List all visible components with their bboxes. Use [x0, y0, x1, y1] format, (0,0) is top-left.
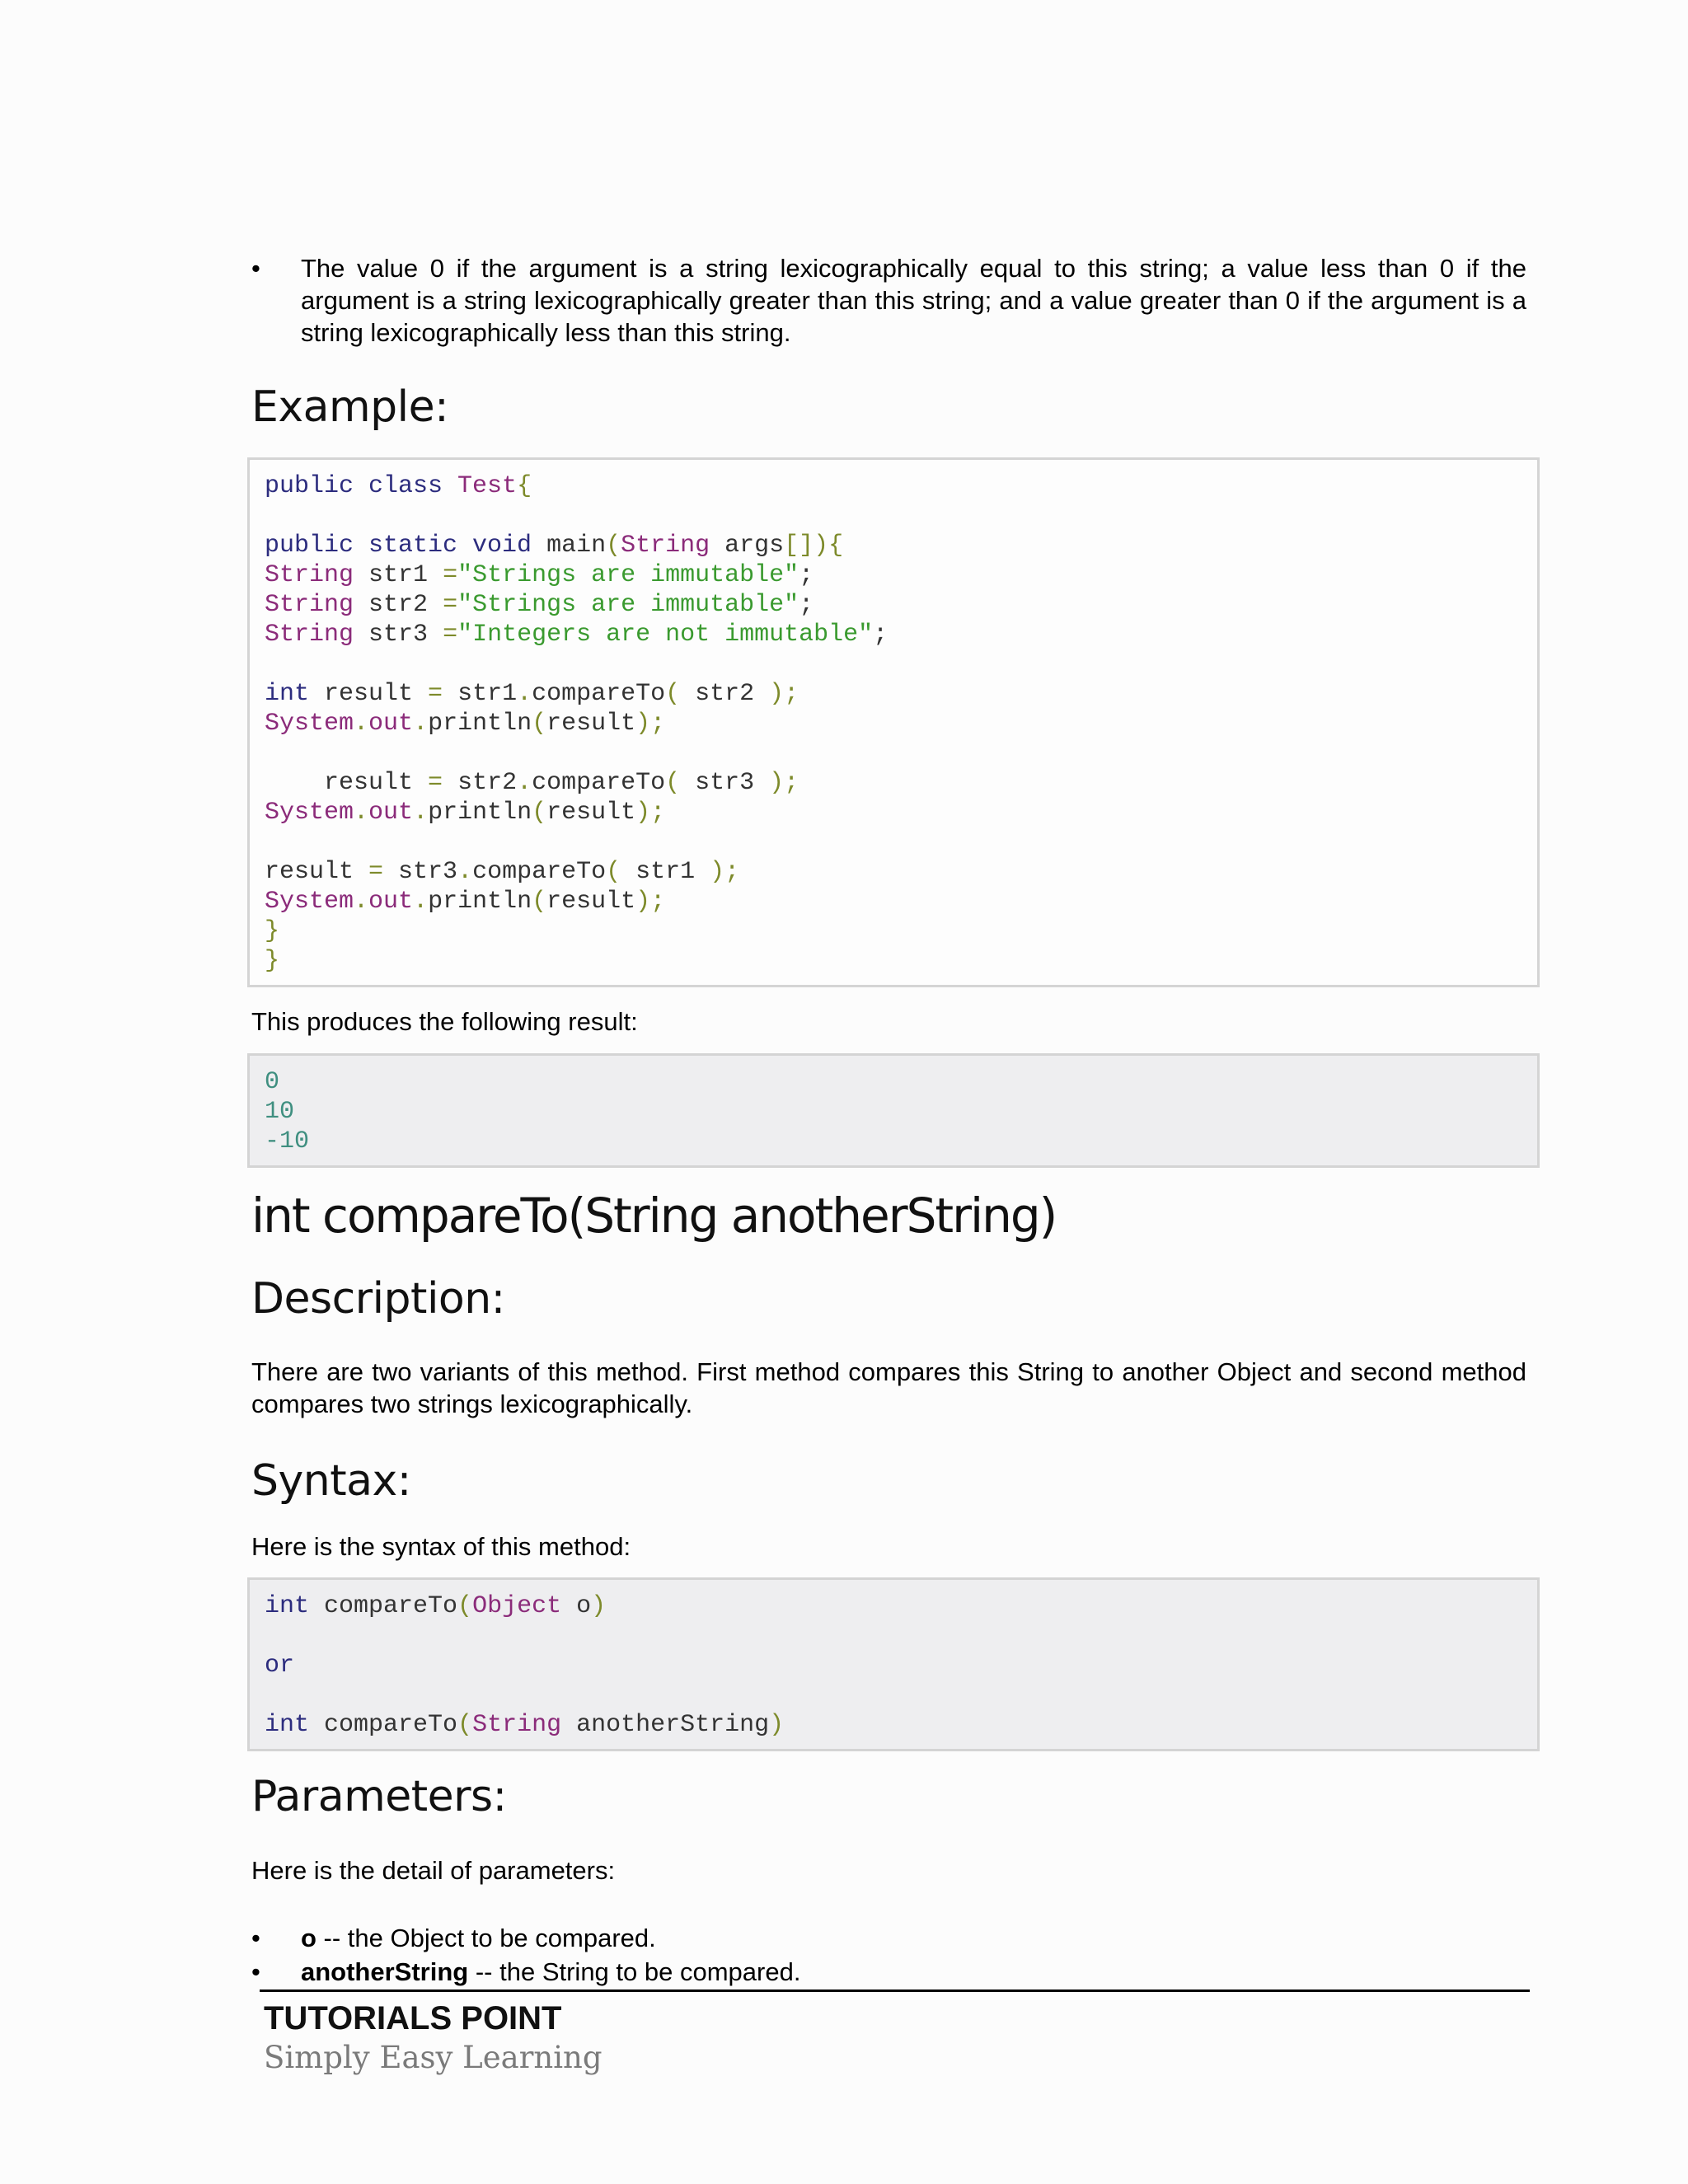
code-line	[265, 1621, 1537, 1651]
parameter-desc: -- the Object to be compared.	[316, 1924, 656, 1952]
code-line: System.out.println(result);	[265, 799, 666, 827]
code-line	[265, 649, 1537, 679]
code-line: String str3 ="Integers are not immutable";	[265, 621, 889, 649]
code-line: System.out.println(result);	[265, 710, 666, 738]
example-heading: Example:	[251, 382, 449, 432]
example-code-block	[247, 457, 1540, 987]
bullet-marker: •	[251, 1957, 260, 1986]
description-heading: Description:	[251, 1274, 505, 1324]
code-line	[265, 738, 1537, 768]
code-line: result = str2.compareTo( str3 );	[265, 769, 799, 797]
code-line: int compareTo(Object o)	[265, 1592, 607, 1620]
output-line: -10	[265, 1127, 310, 1155]
syntax-heading: Syntax:	[251, 1456, 411, 1506]
output-line: 10	[265, 1098, 295, 1126]
code-line: public static void main(String args[]){	[265, 532, 844, 560]
parameter-item	[251, 1956, 1526, 1988]
parameters-heading: Parameters:	[251, 1772, 507, 1821]
footer-subtitle: Simply Easy Learning	[264, 2040, 603, 2075]
bullet-marker: •	[251, 1924, 260, 1952]
syntax-code-block	[247, 1577, 1540, 1751]
description-text: There are two variants of this method. First method compares this String to another Object and second method compares two strings lexicographically.	[251, 1357, 1526, 1418]
code-line	[265, 827, 1537, 857]
code-line: }	[265, 947, 280, 975]
code-line: int compareTo(String anotherString)	[265, 1711, 785, 1739]
parameter-name: anotherString	[301, 1957, 469, 1986]
code-line	[265, 501, 1537, 531]
code-line: String str1 ="Strings are immutable";	[265, 561, 814, 589]
parameter-item	[251, 1922, 1526, 1954]
result-intro: This produces the following result:	[251, 1007, 638, 1036]
footer-title: TUTORIALS POINT	[264, 2000, 562, 2036]
code-line: }	[265, 917, 280, 945]
return-value-text: The value 0 if the argument is a string lexicographically equal to this string; a value less than 0 if the argument is a string lexicographically greater than this string; and a value greater than 0 if the argument is a string lexicographically less than this string.	[301, 254, 1526, 347]
output-line: 0	[265, 1068, 280, 1096]
parameters-intro: Here is the detail of parameters:	[251, 1856, 616, 1885]
bullet-marker: •	[251, 254, 260, 283]
footer-divider	[260, 1990, 1530, 1992]
code-line: or	[265, 1652, 295, 1680]
code-line: String str2 ="Strings are immutable";	[265, 591, 814, 619]
output-block	[247, 1053, 1540, 1168]
code-line: public class Test{	[265, 472, 532, 500]
code-line: result = str3.compareTo( str1 );	[265, 858, 740, 886]
code-line: System.out.println(result);	[265, 888, 666, 916]
parameter-desc: -- the String to be compared.	[468, 1957, 801, 1986]
parameter-name: o	[301, 1924, 316, 1952]
method-heading: int compareTo(String anotherString)	[251, 1188, 1057, 1244]
code-line	[265, 1680, 1537, 1710]
syntax-intro: Here is the syntax of this method:	[251, 1532, 631, 1561]
return-value-bullet	[251, 252, 1526, 349]
code-line: int result = str1.compareTo( str2 );	[265, 680, 799, 708]
